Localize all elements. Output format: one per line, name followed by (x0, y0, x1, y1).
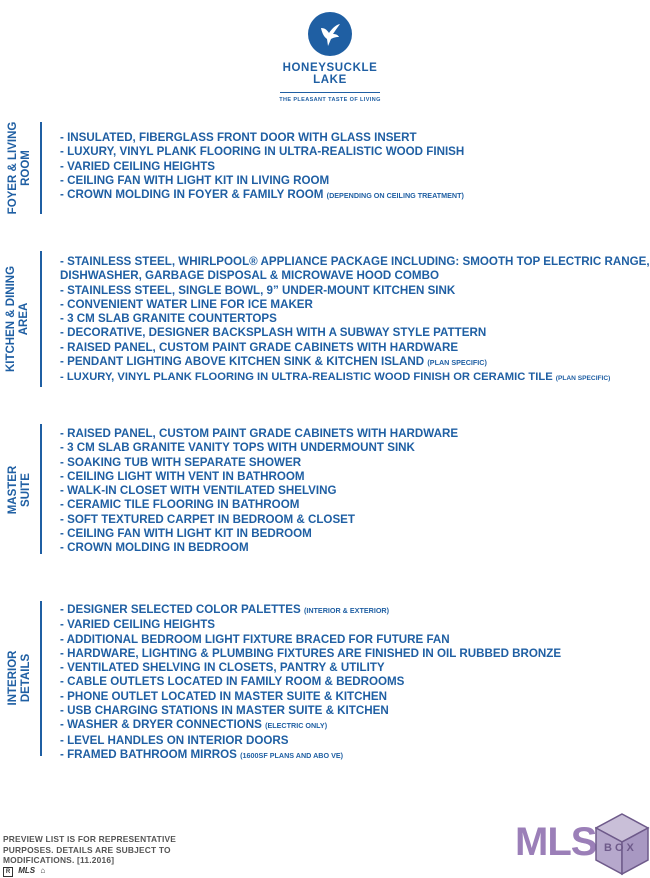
section-label-foyer (7, 122, 33, 215)
brand-name (0, 62, 650, 86)
section-label-line: KITCHEN & DINING (5, 265, 17, 373)
list-item: - CABLE OUTLETS LOCATED IN FAMILY ROOM & BEDROOMS (60, 675, 405, 689)
realtor-icon: R (3, 867, 13, 877)
list-item: - STAINLESS STEEL, WHIRLPOOL® APPLIANCE PACKAGE INCLUDING: SMOOTH TOP ELECTRIC RANGE, (60, 255, 650, 268)
list-item (60, 718, 561, 733)
list-item-text: - PENDANT LIGHTING ABOVE KITCHEN SINK & KITCHEN ISLAND (60, 355, 425, 369)
list-item: - ADDITIONAL BEDROOM LIGHT FIXTURE BRACED FOR FUTURE FAN (60, 632, 450, 646)
brand-logo (0, 12, 650, 103)
list-item: DISHWASHER, GARBAGE DISPOSAL & MICROWAVE HOOD COMBO (60, 269, 439, 283)
list-item: - 3 CM SLAB GRANITE COUNTERTOPS (60, 312, 277, 326)
list-item: - HARDWARE, LIGHTING & PLUMBING FIXTURES ARE FINISHED IN OIL RUBBED BRONZE (60, 646, 562, 660)
list-item-note: (1600SF PLANS AND ABO VE) (240, 750, 344, 760)
section-label-line: FOYER & LIVING (7, 121, 19, 215)
list-item-note: (DEPENDING ON CEILING TREATMENT) (326, 191, 464, 201)
brand-tagline: THE PLEASANT TASTE OF LIVING (279, 97, 381, 103)
section-label-line: DETAILS (20, 653, 32, 703)
list-item-note: (PLAN SPECIFIC) (427, 358, 487, 368)
list-item: - SOFT TEXTURED CARPET IN BEDROOM & CLOSET (60, 512, 356, 526)
list-item: - USB CHARGING STATIONS IN MASTER SUITE & KITCHEN (60, 704, 389, 718)
footer-icons (3, 866, 45, 877)
section-label-interior (7, 651, 33, 706)
list-item-text: - DESIGNER SELECTED COLOR PALETTES (60, 603, 301, 616)
section-label-line: INTERIOR (7, 650, 19, 706)
list-item: - DECORATIVE, DESIGNER BACKSPLASH WITH A SUBWAY STYLE PATTERN (60, 326, 487, 340)
list-item (60, 748, 561, 763)
section-label-line: AREA (18, 302, 30, 336)
disclaimer-line: PURPOSES. DETAILS ARE SUBJECT TO (3, 844, 171, 855)
section-divider (40, 251, 42, 387)
list-item: - RAISED PANEL, CUSTOM PAINT GRADE CABINETS WITH HARDWARE (60, 340, 459, 354)
list-item: - CROWN MOLDING IN BEDROOM (60, 541, 249, 555)
list-item (60, 188, 464, 203)
list-item: - LEVEL HANDLES ON INTERIOR DOORS (60, 733, 289, 747)
list-item-note: (PLAN SPECIFIC) (555, 375, 611, 383)
watermark-text: MLS (515, 820, 597, 864)
section-divider (40, 601, 42, 756)
list-item-text: - CROWN MOLDING IN FOYER & FAMILY ROOM (60, 188, 324, 202)
list-item: - RAISED PANEL, CUSTOM PAINT GRADE CABINETS WITH HARDWARE (60, 427, 459, 440)
list-item-note: (ELECTRIC ONLY) (265, 721, 328, 731)
list-item: - VARIED CEILING HEIGHTS (60, 618, 216, 632)
list-item-note: (INTERIOR & EXTERIOR) (303, 606, 389, 615)
list-item (60, 370, 650, 386)
section-label-kitchen (5, 266, 31, 372)
list-item-text: - LUXURY, VINYL PLANK FLOORING IN ULTRA-REALISTIC WOOD FINISH OR CERAMIC TILE (60, 371, 553, 384)
list-item: - CEILING LIGHT WITH VENT IN BATHROOM (60, 469, 305, 483)
mls-footer-label: MLS (18, 866, 36, 875)
list-item: - LUXURY, VINYL PLANK FLOORING IN ULTRA-REALISTIC WOOD FINISH (60, 145, 465, 159)
section-label-line: ROOM (20, 150, 32, 186)
list-item: - CERAMIC TILE FLOORING IN BATHROOM (60, 498, 300, 512)
logo-divider (280, 92, 380, 93)
disclaimer-line: MODIFICATIONS. [11.2016] (3, 855, 115, 865)
mls-box-watermark (515, 812, 650, 878)
disclaimer (3, 834, 176, 866)
list-item: - WALK-IN CLOSET WITH VENTILATED SHELVING (60, 484, 337, 498)
section-label-master (7, 466, 33, 515)
list-item (60, 603, 561, 618)
section-items-foyer (60, 131, 464, 203)
list-item: - INSULATED, FIBERGLASS FRONT DOOR WITH GLASS INSERT (60, 131, 417, 144)
brand-name-line1: HONEYSUCKLE (282, 62, 378, 74)
list-item: - PHONE OUTLET LOCATED IN MASTER SUITE & KITCHEN (60, 689, 387, 703)
list-item: - CONVENIENT WATER LINE FOR ICE MAKER (60, 297, 313, 311)
list-item-text: - WASHER & DRYER CONNECTIONS (60, 718, 262, 732)
list-item: - VARIED CEILING HEIGHTS (60, 159, 216, 173)
watermark-box-letters: BOX (604, 842, 637, 854)
list-item: - STAINLESS STEEL, SINGLE BOWL, 9” UNDER-MOUNT KITCHEN SINK (60, 283, 456, 297)
section-items-master (60, 427, 458, 556)
list-item: - CEILING FAN WITH LIGHT KIT IN BEDROOM (60, 527, 312, 541)
section-divider (40, 424, 42, 554)
section-divider (40, 122, 42, 214)
hummingbird-icon (308, 12, 352, 56)
equal-housing-icon: ⌂ (40, 866, 46, 875)
section-items-kitchen (60, 255, 650, 387)
list-item: - CEILING FAN WITH LIGHT KIT IN LIVING ROOM (60, 173, 330, 187)
section-items-interior (60, 603, 561, 763)
section-label-line: SUITE (20, 473, 32, 507)
list-item: - VENTILATED SHELVING IN CLOSETS, PANTRY & UTILITY (60, 661, 385, 675)
brand-name-line2: LAKE (313, 74, 347, 86)
list-item: - 3 CM SLAB GRANITE VANITY TOPS WITH UNDERMOUNT SINK (60, 441, 415, 455)
list-item: - SOAKING TUB WITH SEPARATE SHOWER (60, 455, 302, 469)
disclaimer-line: PREVIEW LIST IS FOR REPRESENTATIVE (3, 834, 177, 844)
section-label-line: MASTER (7, 465, 19, 515)
list-item-text: - FRAMED BATHROOM MIRROS (60, 747, 237, 761)
list-item (60, 355, 650, 370)
